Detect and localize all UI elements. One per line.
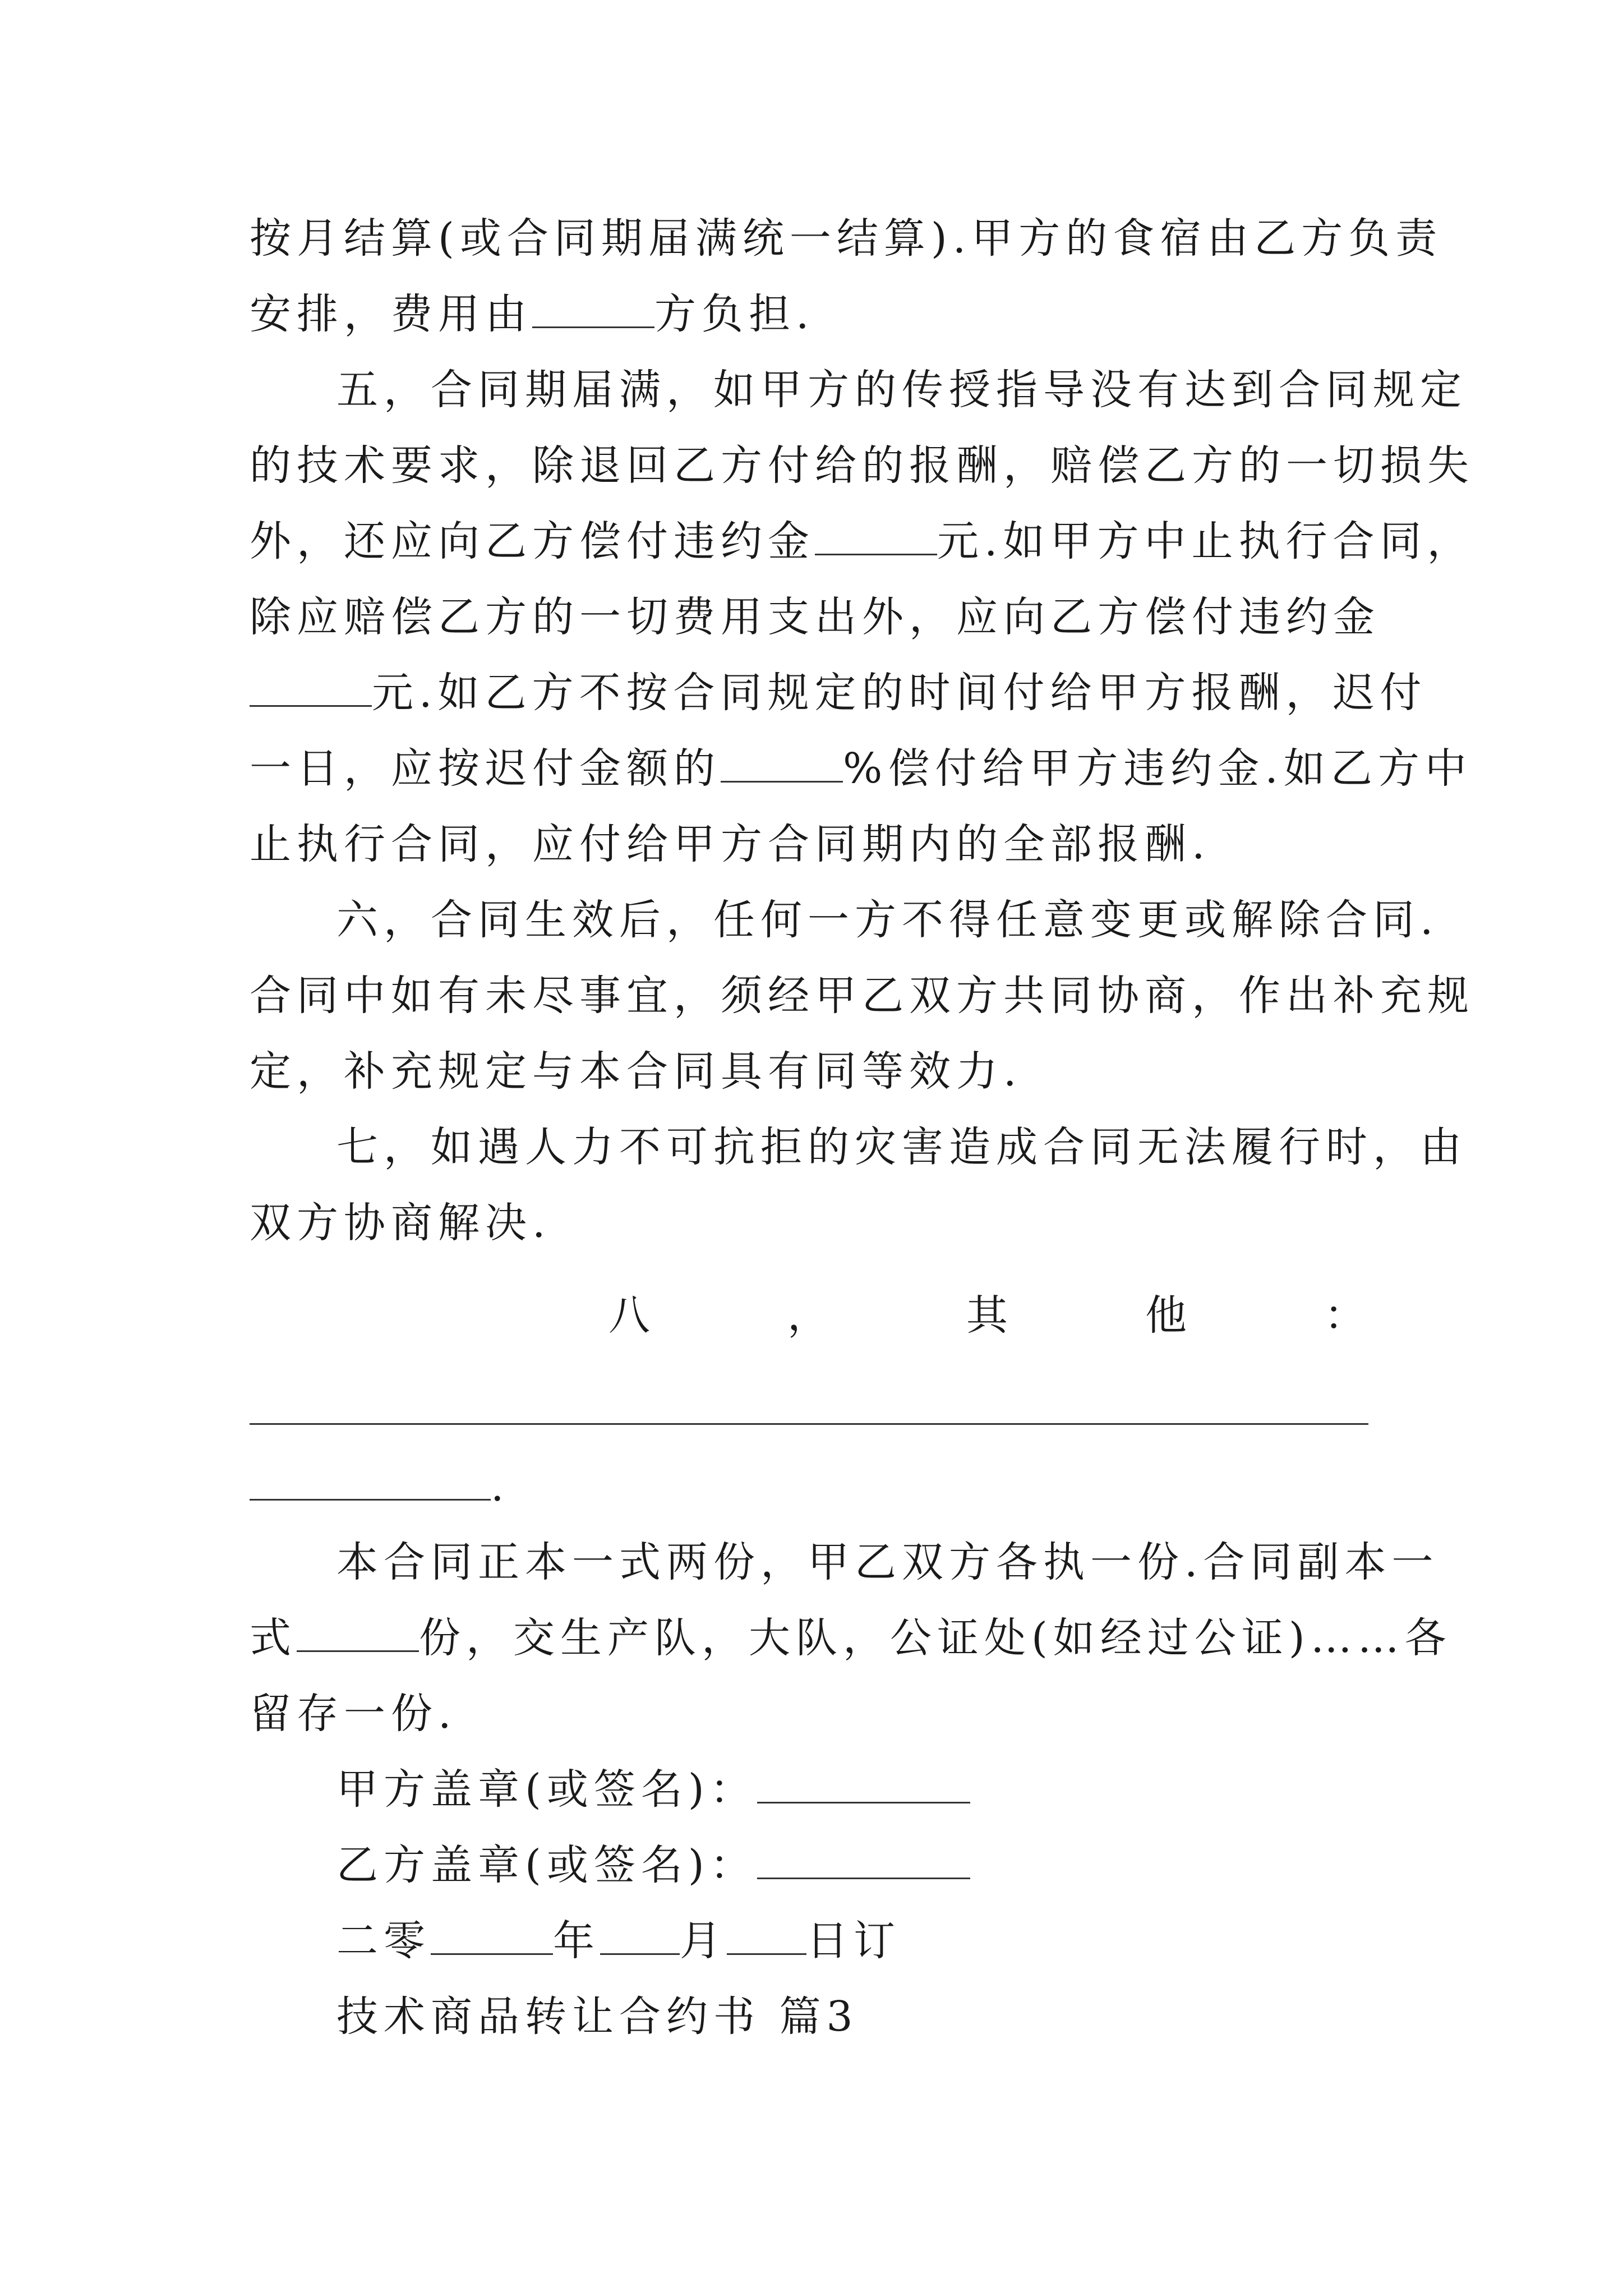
text-line: 六，合同生效后，任何一方不得任意变更或解除合同. (336, 896, 1439, 944)
text-fragment: 式 (250, 1614, 297, 1662)
date-line (336, 1913, 901, 1969)
text-line (250, 513, 1474, 569)
text-fragment: 其 (966, 1291, 1008, 1340)
text-line: 本合同正本一式两份，甲乙双方各执一份.合同副本一 (336, 1538, 1439, 1586)
blank-rule (250, 1423, 1368, 1425)
text-fragment: 二零 (336, 1917, 431, 1965)
text-line: 七，如遇人力不可抗拒的灾害造成合同无法履行时，由 (336, 1123, 1467, 1171)
fill-blank (532, 289, 654, 328)
fill-blank (250, 668, 372, 707)
fill-blank (600, 1916, 680, 1955)
signature-line-party-b (336, 1837, 970, 1893)
text-line (250, 286, 815, 342)
text-fragment: 日订 (806, 1917, 901, 1965)
text-line: 合同中如有未尽事宜，须经甲乙双方共同协商，作出补充规 (250, 972, 1474, 1020)
text-fragment: 甲方盖章(或签名)： (336, 1765, 757, 1814)
text-line: 除应赔偿乙方的一切费用支出外，应向乙方偿付违约金 (250, 593, 1380, 641)
text-fragment: . (491, 1462, 510, 1511)
text-fragment: 一日，应按迟付金额的 (250, 744, 721, 793)
text-fragment: 外，还应向乙方偿付违约金 (250, 517, 815, 565)
text-line: 双方协商解决. (250, 1199, 551, 1247)
text-fragment: 月 (680, 1917, 727, 1965)
fill-blank (721, 744, 843, 783)
text-line (250, 740, 1472, 797)
signature-blank (757, 1841, 970, 1879)
text-fragment: 份，交生产队，大队，公证处(如经过公证)……各 (419, 1614, 1452, 1662)
text-fragment: %偿付给甲方违约金.如乙方中 (843, 744, 1472, 793)
text-line: 留存一份. (250, 1690, 457, 1738)
text-fragment: ： (1324, 1291, 1366, 1340)
signature-line-party-a (336, 1761, 970, 1818)
text-line: 五，合同期届满，如甲方的传授指导没有达到合同规定 (336, 366, 1467, 414)
text-line: 按月结算(或合同期届满统一结算).甲方的食宿由乙方负责 (250, 214, 1443, 263)
text-line (250, 665, 1427, 721)
fill-blank (815, 517, 937, 555)
text-fragment: 元.如乙方不按合同规定的时间付给甲方报酬，迟付 (372, 669, 1427, 717)
fill-blank (727, 1916, 806, 1955)
text-fragment: 年 (553, 1917, 600, 1965)
fill-blank (250, 1462, 491, 1501)
text-line (250, 1458, 510, 1515)
fill-blank (431, 1916, 553, 1955)
section-heading: 技术商品转让合约书 篇3 (336, 1993, 859, 2041)
signature-blank (757, 1765, 970, 1803)
text-line: 定，补充规定与本合同具有同等效力. (250, 1047, 1022, 1096)
text-fragment: 方负担. (654, 290, 815, 338)
justified-line (608, 1287, 1366, 1343)
text-line (250, 1610, 1452, 1666)
text-fragment: 乙方盖章(或签名)： (336, 1841, 757, 1889)
text-fragment: 元.如甲方中止执行合同， (937, 517, 1474, 565)
text-line: 止执行合同，应付给甲方合同期内的全部报酬. (250, 820, 1211, 868)
fill-blank (297, 1613, 419, 1652)
text-fragment: 安排，费用由 (250, 290, 532, 338)
text-fragment: 他 (1145, 1291, 1187, 1340)
text-line: 的技术要求，除退回乙方付给的报酬，赔偿乙方的一切损失 (250, 441, 1474, 490)
text-fragment: ， (787, 1291, 829, 1340)
text-fragment: 八 (608, 1291, 650, 1340)
